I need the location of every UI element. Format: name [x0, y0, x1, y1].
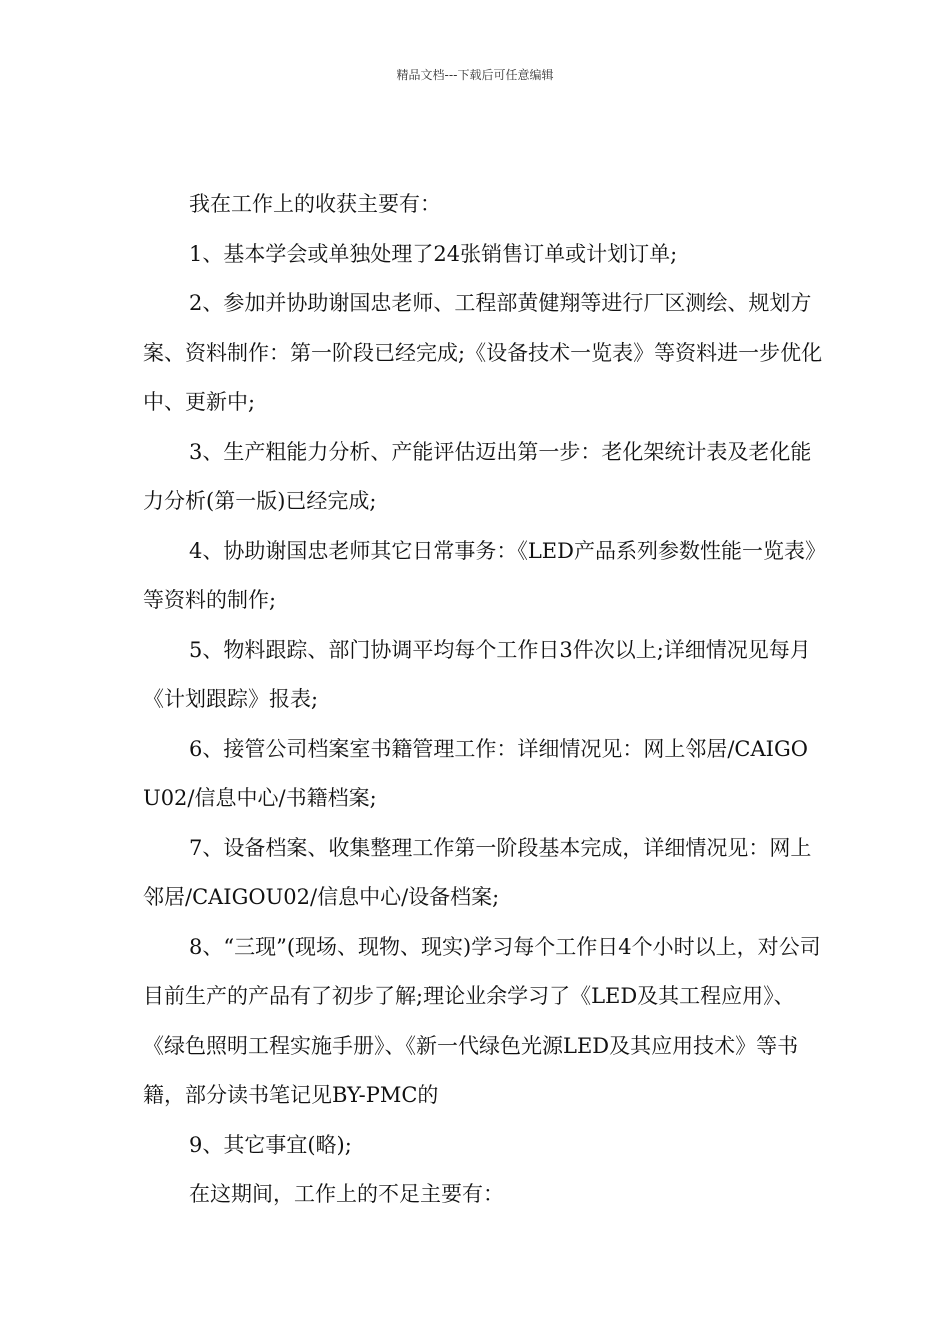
paragraph-intro: 我在工作上的收获主要有： [189, 192, 441, 216]
paragraph-item-1: 1、基本学会或单独处理了24张销售订单或计划订单; [189, 241, 678, 266]
paragraph-item-8: 8、“三现”(现场、现物、现实)学习每个工作日4个小时以上，对公司目前生产的产品有了初步了解;理论业余学习了《LED及其工程应用》、《绿色照明工程实施手册》、《新一代绿色光源LED及其应用技术》等书籍，部分读书笔记见BY-PMC的 [143, 934, 821, 1107]
paragraph-item-5: 5、物料跟踪、部门协调平均每个工作日3件次以上;详细情况见每月《计划跟踪》报表; [143, 637, 811, 711]
paragraph-item-3: 3、生产粗能力分析、产能评估迈出第一步：老化架统计表及老化能力分析(第一版)已经完成; [143, 439, 812, 513]
paragraph-item-6: 6、接管公司档案室书籍管理工作：详细情况见：网上邻居/CAIGOU02/信息中心/书籍档案; [143, 736, 808, 810]
paragraph-item-7: 7、设备档案、收集整理工作第一阶段基本完成，详细情况见：网上邻居/CAIGOU02/信息中心/设备档案; [143, 835, 812, 909]
paragraph-item-9: 9、其它事宜(略); [189, 1132, 352, 1157]
paragraph-item-4: 4、协助谢国忠老师其它日常事务：《LED产品系列参数性能一览表》等资料的制作; [143, 538, 816, 612]
document-body [143, 180, 823, 1220]
paragraph-item-2: 2、参加并协助谢国忠老师、工程部黄健翔等进行厂区测绘、规划方案、资料制作：第一阶段已经完成;《设备技术一览表》等资料进一步优化中、更新中; [143, 291, 823, 414]
page-header: 精品文档---下载后可任意编辑 [396, 68, 554, 82]
paragraph-shortcomings: 在这期间，工作上的不足主要有： [189, 1182, 504, 1206]
